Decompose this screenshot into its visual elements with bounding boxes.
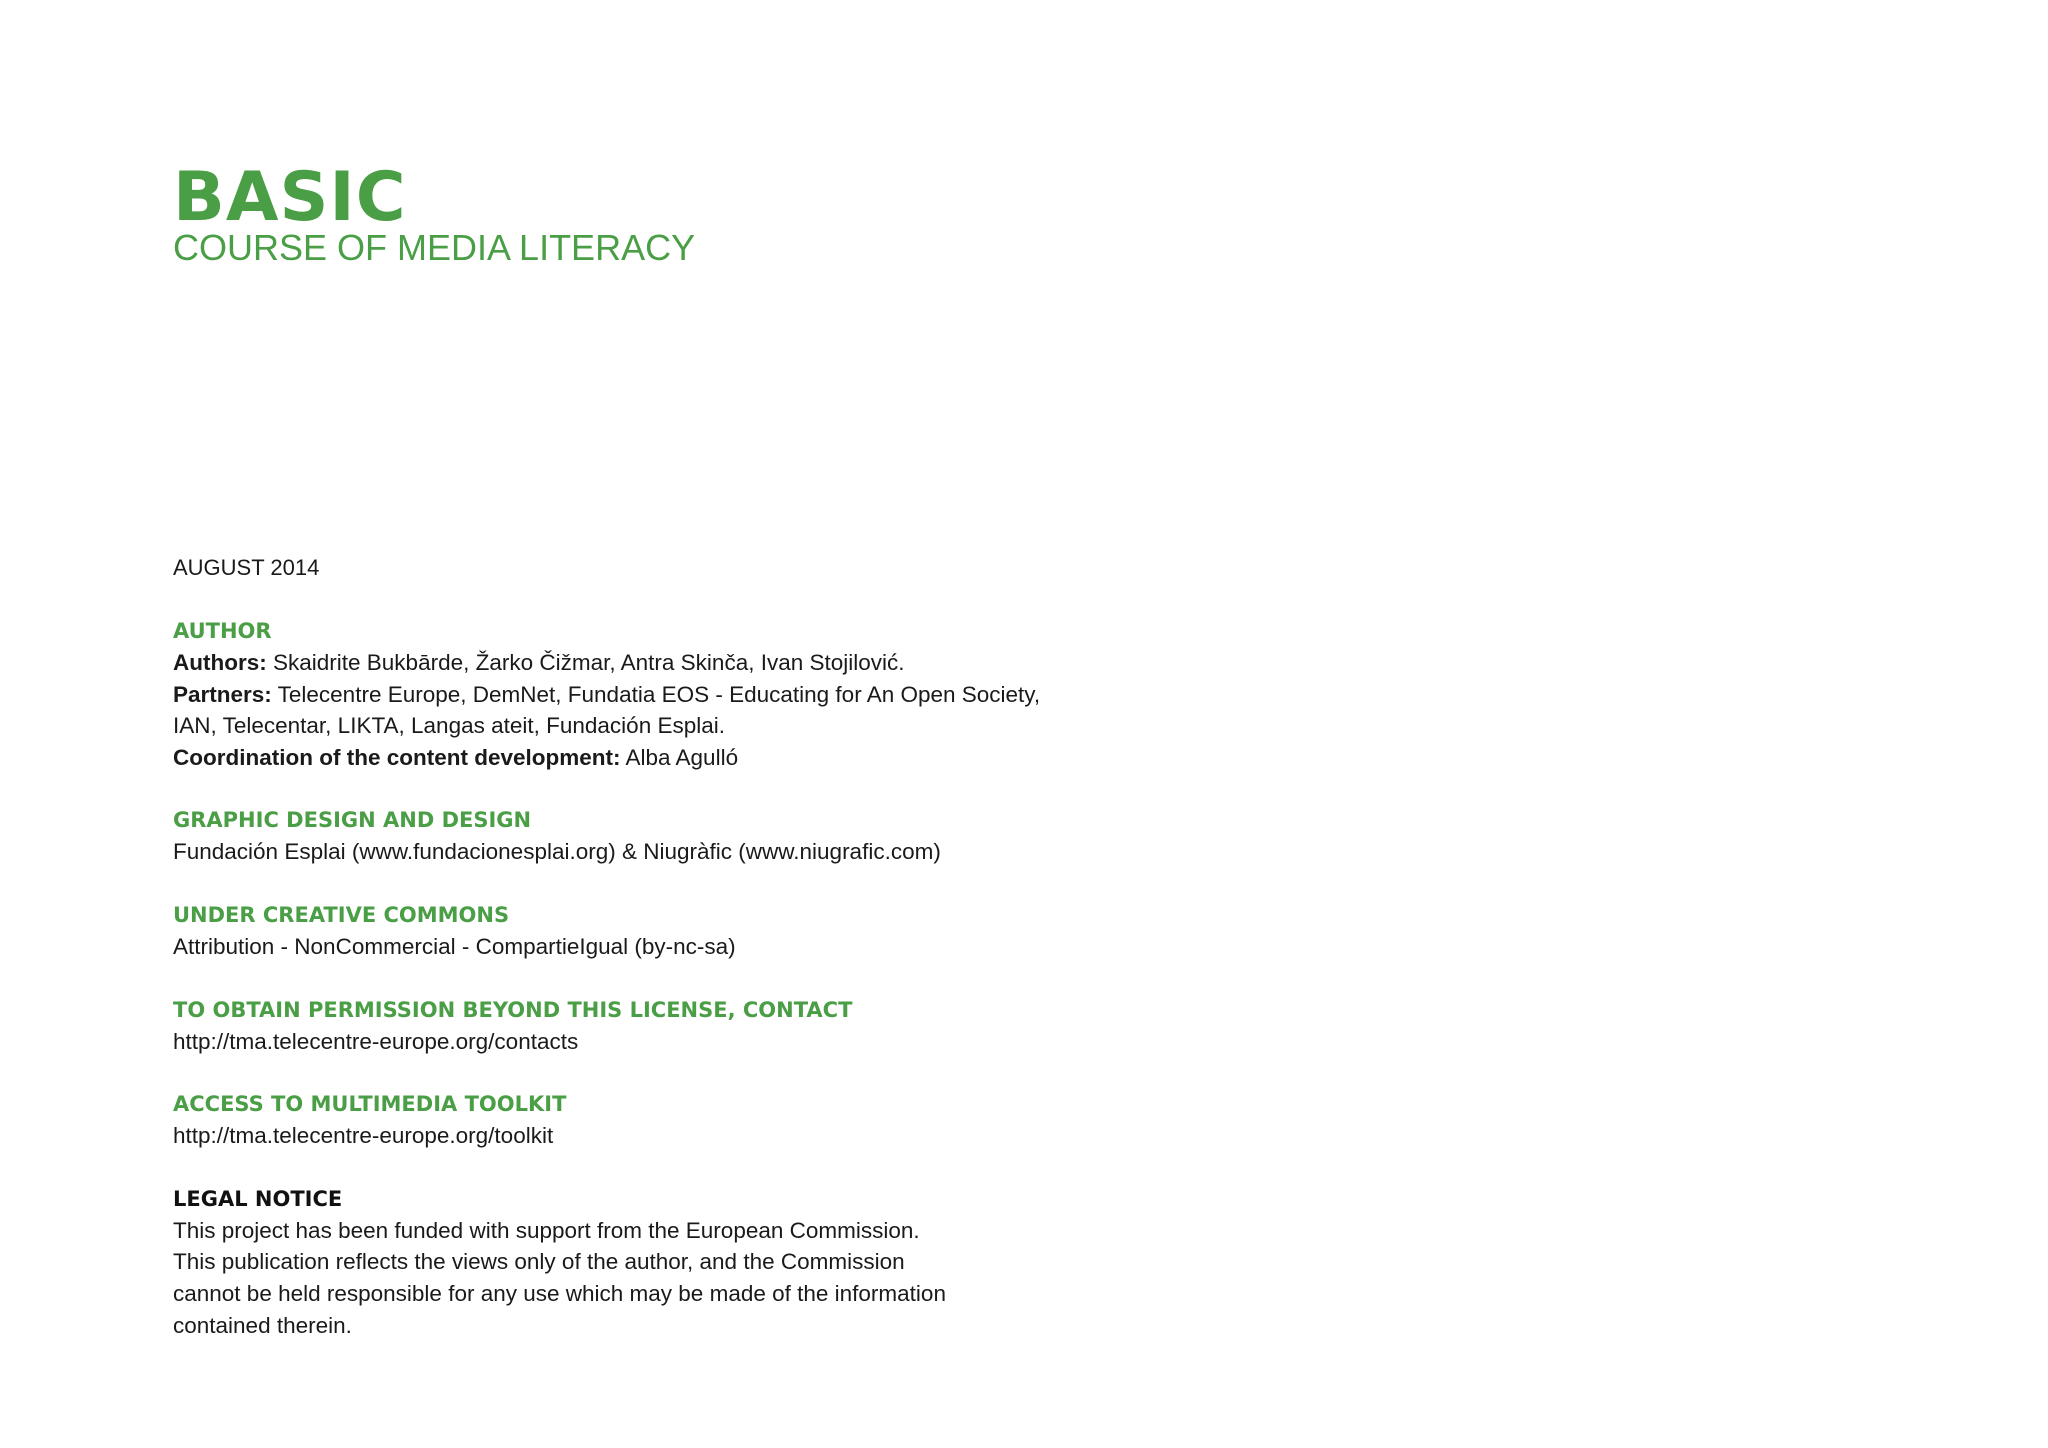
legal-line: cannot be held responsible for any use which may be made of the information <box>173 1280 946 1306</box>
toolkit-section <box>173 1088 1273 1152</box>
author-heading: AUTHOR <box>173 619 272 643</box>
coordination-line <box>173 742 1273 774</box>
design-heading: GRAPHIC DESIGN AND DESIGN <box>173 808 532 833</box>
legal-line: This project has been funded with support from the European Commission. <box>173 1217 920 1243</box>
document-subtitle: COURSE OF MEDIA LITERACY <box>173 227 696 268</box>
license-section <box>173 899 1273 963</box>
design-credits: Fundación Esplai (www.fundacionesplai.org) & Niugràfic (www.niugrafic.com) <box>173 839 941 865</box>
toolkit-heading: ACCESS TO MULTIMEDIA TOOLKIT <box>173 1092 567 1117</box>
permission-section <box>173 994 1273 1058</box>
permission-heading: TO OBTAIN PERMISSION BEYOND THIS LICENSE, CONTACT <box>173 997 853 1022</box>
contacts-link: http://tma.telecentre-europe.org/contacts <box>173 1028 579 1054</box>
author-section <box>173 615 1273 773</box>
partners-line <box>173 679 1273 711</box>
authors-label: Authors: <box>173 650 267 675</box>
publication-date: AUGUST 2014 <box>173 555 320 580</box>
license-heading: UNDER CREATIVE COMMONS <box>173 902 510 927</box>
authors-line <box>173 647 1273 679</box>
legal-line: This publication reflects the views only of the author, and the Commission <box>173 1249 905 1275</box>
credits-block <box>173 552 1273 1372</box>
coordination-label: Coordination of the content development: <box>173 744 621 770</box>
license-text: Attribution - NonCommercial - CompartieIgual (by-nc-sa) <box>173 933 736 959</box>
document-title: BASIC <box>173 158 407 237</box>
coordination-value: Alba Agulló <box>620 744 739 770</box>
authors-value: Skaidrite Bukbārde, Žarko Čižmar, Antra Skinča, Ivan Stojilović. <box>266 650 905 675</box>
design-section <box>173 804 1273 868</box>
partners-line-continued: IAN, Telecentar, LIKTA, Langas ateit, Fundación Esplai. <box>173 713 725 739</box>
toolkit-link: http://tma.telecentre-europe.org/toolkit <box>173 1123 554 1149</box>
legal-line: contained therein. <box>173 1312 352 1338</box>
legal-section <box>173 1183 1273 1341</box>
partners-value: Telecentre Europe, DemNet, Fundatia EOS - Educating for An Open Society, <box>271 681 1041 707</box>
partners-label: Partners: <box>173 681 272 707</box>
legal-heading: LEGAL NOTICE <box>173 1186 343 1211</box>
